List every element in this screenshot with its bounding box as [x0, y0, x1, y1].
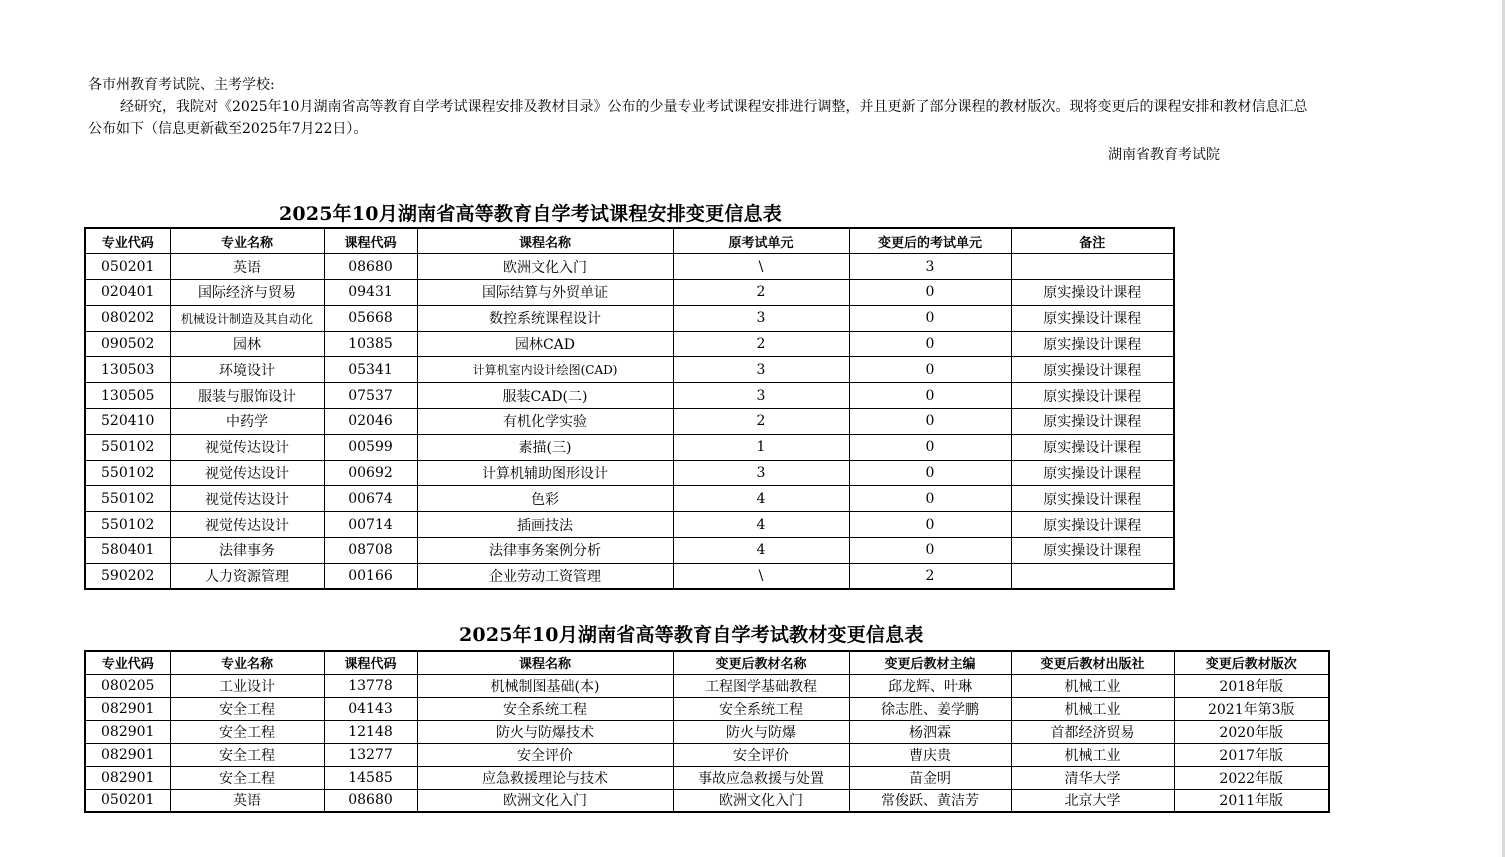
table-cell: 4 [673, 512, 849, 538]
table-cell: 00692 [324, 460, 417, 486]
table-row [85, 512, 1174, 538]
column-header: 课程代码 [324, 651, 417, 674]
column-header: 专业代码 [85, 651, 170, 674]
table-cell: 080205 [85, 674, 170, 697]
table-row [85, 460, 1174, 486]
table-cell: 4 [673, 486, 849, 512]
table-row [85, 743, 1329, 766]
table-cell: 07537 [324, 383, 417, 409]
table-cell: 2018年版 [1174, 674, 1329, 697]
table-cell: 原实操设计课程 [1011, 331, 1174, 357]
table-cell: 3 [849, 254, 1011, 280]
table-cell: 安全工程 [170, 720, 324, 743]
table-cell: 服装CAD(二) [417, 383, 673, 409]
table-cell: 2011年版 [1174, 789, 1329, 812]
table-cell: 0 [849, 357, 1011, 383]
table-cell: 原实操设计课程 [1011, 434, 1174, 460]
column-header: 课程代码 [324, 228, 417, 254]
table-cell: 082901 [85, 766, 170, 789]
table-cell: 视觉传达设计 [170, 460, 324, 486]
table-cell: 防火与防爆 [673, 720, 849, 743]
table-header-row [85, 651, 1329, 674]
table-cell: 原实操设计课程 [1011, 305, 1174, 331]
table-cell: 2 [673, 409, 849, 435]
table-cell: \ [673, 563, 849, 589]
table-cell: 应急救援理论与技术 [417, 766, 673, 789]
table1-title: 2025年10月湖南省高等教育自学考试课程安排变更信息表 [279, 203, 782, 225]
table-cell: 法律事务案例分析 [417, 538, 673, 564]
table-cell: 130505 [85, 383, 170, 409]
table-cell: 2017年版 [1174, 743, 1329, 766]
table-row [85, 305, 1174, 331]
table-cell: 工程图学基础教程 [673, 674, 849, 697]
table-cell: 082901 [85, 697, 170, 720]
table-cell: 580401 [85, 538, 170, 564]
table-cell: 安全评价 [673, 743, 849, 766]
salutation: 各市州教育考试院、主考学校: [88, 77, 275, 93]
table-row [85, 486, 1174, 512]
table-cell: 有机化学实验 [417, 409, 673, 435]
table-cell: 原实操设计课程 [1011, 486, 1174, 512]
table-cell: 520410 [85, 409, 170, 435]
table-cell: 10385 [324, 331, 417, 357]
table-cell: 08680 [324, 789, 417, 812]
table-cell: 色彩 [417, 486, 673, 512]
table-cell: 090502 [85, 331, 170, 357]
column-header: 变更后教材主编 [849, 651, 1011, 674]
table-cell: 徐志胜、姜学鹏 [849, 697, 1011, 720]
signer: 湖南省教育考试院 [1108, 147, 1220, 163]
table-cell: 安全评价 [417, 743, 673, 766]
textbook-change-table [84, 650, 1330, 813]
table-cell: 原实操设计课程 [1011, 538, 1174, 564]
table-cell: 视觉传达设计 [170, 434, 324, 460]
table-cell: 00599 [324, 434, 417, 460]
table-cell: 原实操设计课程 [1011, 460, 1174, 486]
table-cell [1011, 563, 1174, 589]
table-cell: 04143 [324, 697, 417, 720]
column-header: 变更后的考试单元 [849, 228, 1011, 254]
table-cell: 0 [849, 409, 1011, 435]
table-cell: 法律事务 [170, 538, 324, 564]
table-cell: 安全系统工程 [417, 697, 673, 720]
table-cell: 企业劳动工资管理 [417, 563, 673, 589]
table-cell: 园林CAD [417, 331, 673, 357]
table-cell: 欧洲文化入门 [417, 789, 673, 812]
table-cell: 原实操设计课程 [1011, 357, 1174, 383]
table-cell: 机械工业 [1011, 697, 1174, 720]
table-cell: 05668 [324, 305, 417, 331]
table-cell: 0 [849, 280, 1011, 306]
table-row [85, 674, 1329, 697]
table-cell: 550102 [85, 460, 170, 486]
table-cell: 国际结算与外贸单证 [417, 280, 673, 306]
table-cell: 安全工程 [170, 697, 324, 720]
column-header: 变更后教材版次 [1174, 651, 1329, 674]
table-cell: 服装与服饰设计 [170, 383, 324, 409]
table-cell: 邱龙辉、叶琳 [849, 674, 1011, 697]
column-header: 变更后教材名称 [673, 651, 849, 674]
table-cell: 苗金明 [849, 766, 1011, 789]
column-header: 课程名称 [417, 651, 673, 674]
table-cell: 0 [849, 512, 1011, 538]
table-cell: 国际经济与贸易 [170, 280, 324, 306]
table-cell: 机械制图基础(本) [417, 674, 673, 697]
table-cell: 3 [673, 357, 849, 383]
table-row [85, 766, 1329, 789]
table-cell: 08708 [324, 538, 417, 564]
table-cell: 杨泗霖 [849, 720, 1011, 743]
column-header: 变更后教材出版社 [1011, 651, 1174, 674]
table-cell: 02046 [324, 409, 417, 435]
table-cell: 环境设计 [170, 357, 324, 383]
table-cell: 防火与防爆技术 [417, 720, 673, 743]
table-cell: 08680 [324, 254, 417, 280]
table-row [85, 720, 1329, 743]
table-row [85, 563, 1174, 589]
table-cell: 首都经济贸易 [1011, 720, 1174, 743]
table-cell: 0 [849, 486, 1011, 512]
table-row [85, 789, 1329, 812]
table-cell: 3 [673, 460, 849, 486]
table-cell: 050201 [85, 789, 170, 812]
table-row [85, 331, 1174, 357]
table-cell: 00714 [324, 512, 417, 538]
table-row [85, 357, 1174, 383]
column-header: 专业名称 [170, 228, 324, 254]
table-cell: 050201 [85, 254, 170, 280]
table-cell: 计算机辅助图形设计 [417, 460, 673, 486]
table-cell: 曹庆贵 [849, 743, 1011, 766]
table-row [85, 697, 1329, 720]
column-header: 备注 [1011, 228, 1174, 254]
table-cell: 常俊跃、黄洁芳 [849, 789, 1011, 812]
table-cell: 0 [849, 538, 1011, 564]
table-cell: 020401 [85, 280, 170, 306]
table-cell: 13778 [324, 674, 417, 697]
table-cell: 2 [673, 280, 849, 306]
table-cell: 素描(三) [417, 434, 673, 460]
table-cell: 安全工程 [170, 766, 324, 789]
table-cell: 北京大学 [1011, 789, 1174, 812]
table-cell: \ [673, 254, 849, 280]
table-cell: 视觉传达设计 [170, 486, 324, 512]
table-row [85, 254, 1174, 280]
table-cell: 原实操设计课程 [1011, 383, 1174, 409]
table-cell: 机械设计制造及其自动化 [170, 305, 324, 331]
table-cell: 12148 [324, 720, 417, 743]
table-cell: 视觉传达设计 [170, 512, 324, 538]
table2-title: 2025年10月湖南省高等教育自学考试教材变更信息表 [459, 624, 924, 646]
table-cell: 2021年第3版 [1174, 697, 1329, 720]
table-cell: 09431 [324, 280, 417, 306]
table-header-row [85, 228, 1174, 254]
table-cell: 550102 [85, 512, 170, 538]
table-cell: 安全工程 [170, 743, 324, 766]
table-cell: 13277 [324, 743, 417, 766]
table-cell: 550102 [85, 434, 170, 460]
table-cell: 插画技法 [417, 512, 673, 538]
table-cell: 14585 [324, 766, 417, 789]
table-cell: 2 [849, 563, 1011, 589]
table-cell: 00674 [324, 486, 417, 512]
table-cell: 机械工业 [1011, 674, 1174, 697]
table-cell: 2020年版 [1174, 720, 1329, 743]
table-cell: 数控系统课程设计 [417, 305, 673, 331]
table-cell: 550102 [85, 486, 170, 512]
notice-body: 经研究，我院对《2025年10月湖南省高等教育自学考试课程安排及教材目录》公布的少量专业考试课程安排进行调整，并且更新了部分课程的教材版次。现将变更后的课程安排和教材信息汇总公布如下（信息更新截至2025年7月22日）。 [88, 99, 1308, 137]
table-cell: 原实操设计课程 [1011, 280, 1174, 306]
table-cell: 082901 [85, 743, 170, 766]
table-cell: 3 [673, 383, 849, 409]
table-cell: 590202 [85, 563, 170, 589]
table-cell: 3 [673, 305, 849, 331]
table-cell: 原实操设计课程 [1011, 512, 1174, 538]
table-row [85, 280, 1174, 306]
table-row [85, 434, 1174, 460]
table-cell: 0 [849, 305, 1011, 331]
column-header: 专业名称 [170, 651, 324, 674]
table-cell: 2022年版 [1174, 766, 1329, 789]
table-row [85, 383, 1174, 409]
table-cell: 欧洲文化入门 [417, 254, 673, 280]
table-cell: 计算机室内设计绘图(CAD) [417, 357, 673, 383]
table-cell: 欧洲文化入门 [673, 789, 849, 812]
column-header: 课程名称 [417, 228, 673, 254]
table-cell [1011, 254, 1174, 280]
table-cell: 4 [673, 538, 849, 564]
table-cell: 080202 [85, 305, 170, 331]
table-cell: 事故应急救援与处置 [673, 766, 849, 789]
table-cell: 082901 [85, 720, 170, 743]
table-cell: 2 [673, 331, 849, 357]
table-cell: 0 [849, 331, 1011, 357]
table-cell: 0 [849, 383, 1011, 409]
table-cell: 机械工业 [1011, 743, 1174, 766]
column-header: 原考试单元 [673, 228, 849, 254]
table-cell: 英语 [170, 254, 324, 280]
table-cell: 0 [849, 434, 1011, 460]
table-row [85, 409, 1174, 435]
notice-intro [88, 74, 1318, 140]
schedule-change-table [84, 227, 1175, 590]
table-row [85, 538, 1174, 564]
column-header: 专业代码 [85, 228, 170, 254]
table-cell: 园林 [170, 331, 324, 357]
table-cell: 原实操设计课程 [1011, 409, 1174, 435]
table-cell: 1 [673, 434, 849, 460]
table-cell: 安全系统工程 [673, 697, 849, 720]
table-cell: 清华大学 [1011, 766, 1174, 789]
table-cell: 英语 [170, 789, 324, 812]
table-cell: 00166 [324, 563, 417, 589]
table-cell: 人力资源管理 [170, 563, 324, 589]
table-cell: 130503 [85, 357, 170, 383]
table-cell: 工业设计 [170, 674, 324, 697]
table-cell: 05341 [324, 357, 417, 383]
table-cell: 0 [849, 460, 1011, 486]
table-cell: 中药学 [170, 409, 324, 435]
